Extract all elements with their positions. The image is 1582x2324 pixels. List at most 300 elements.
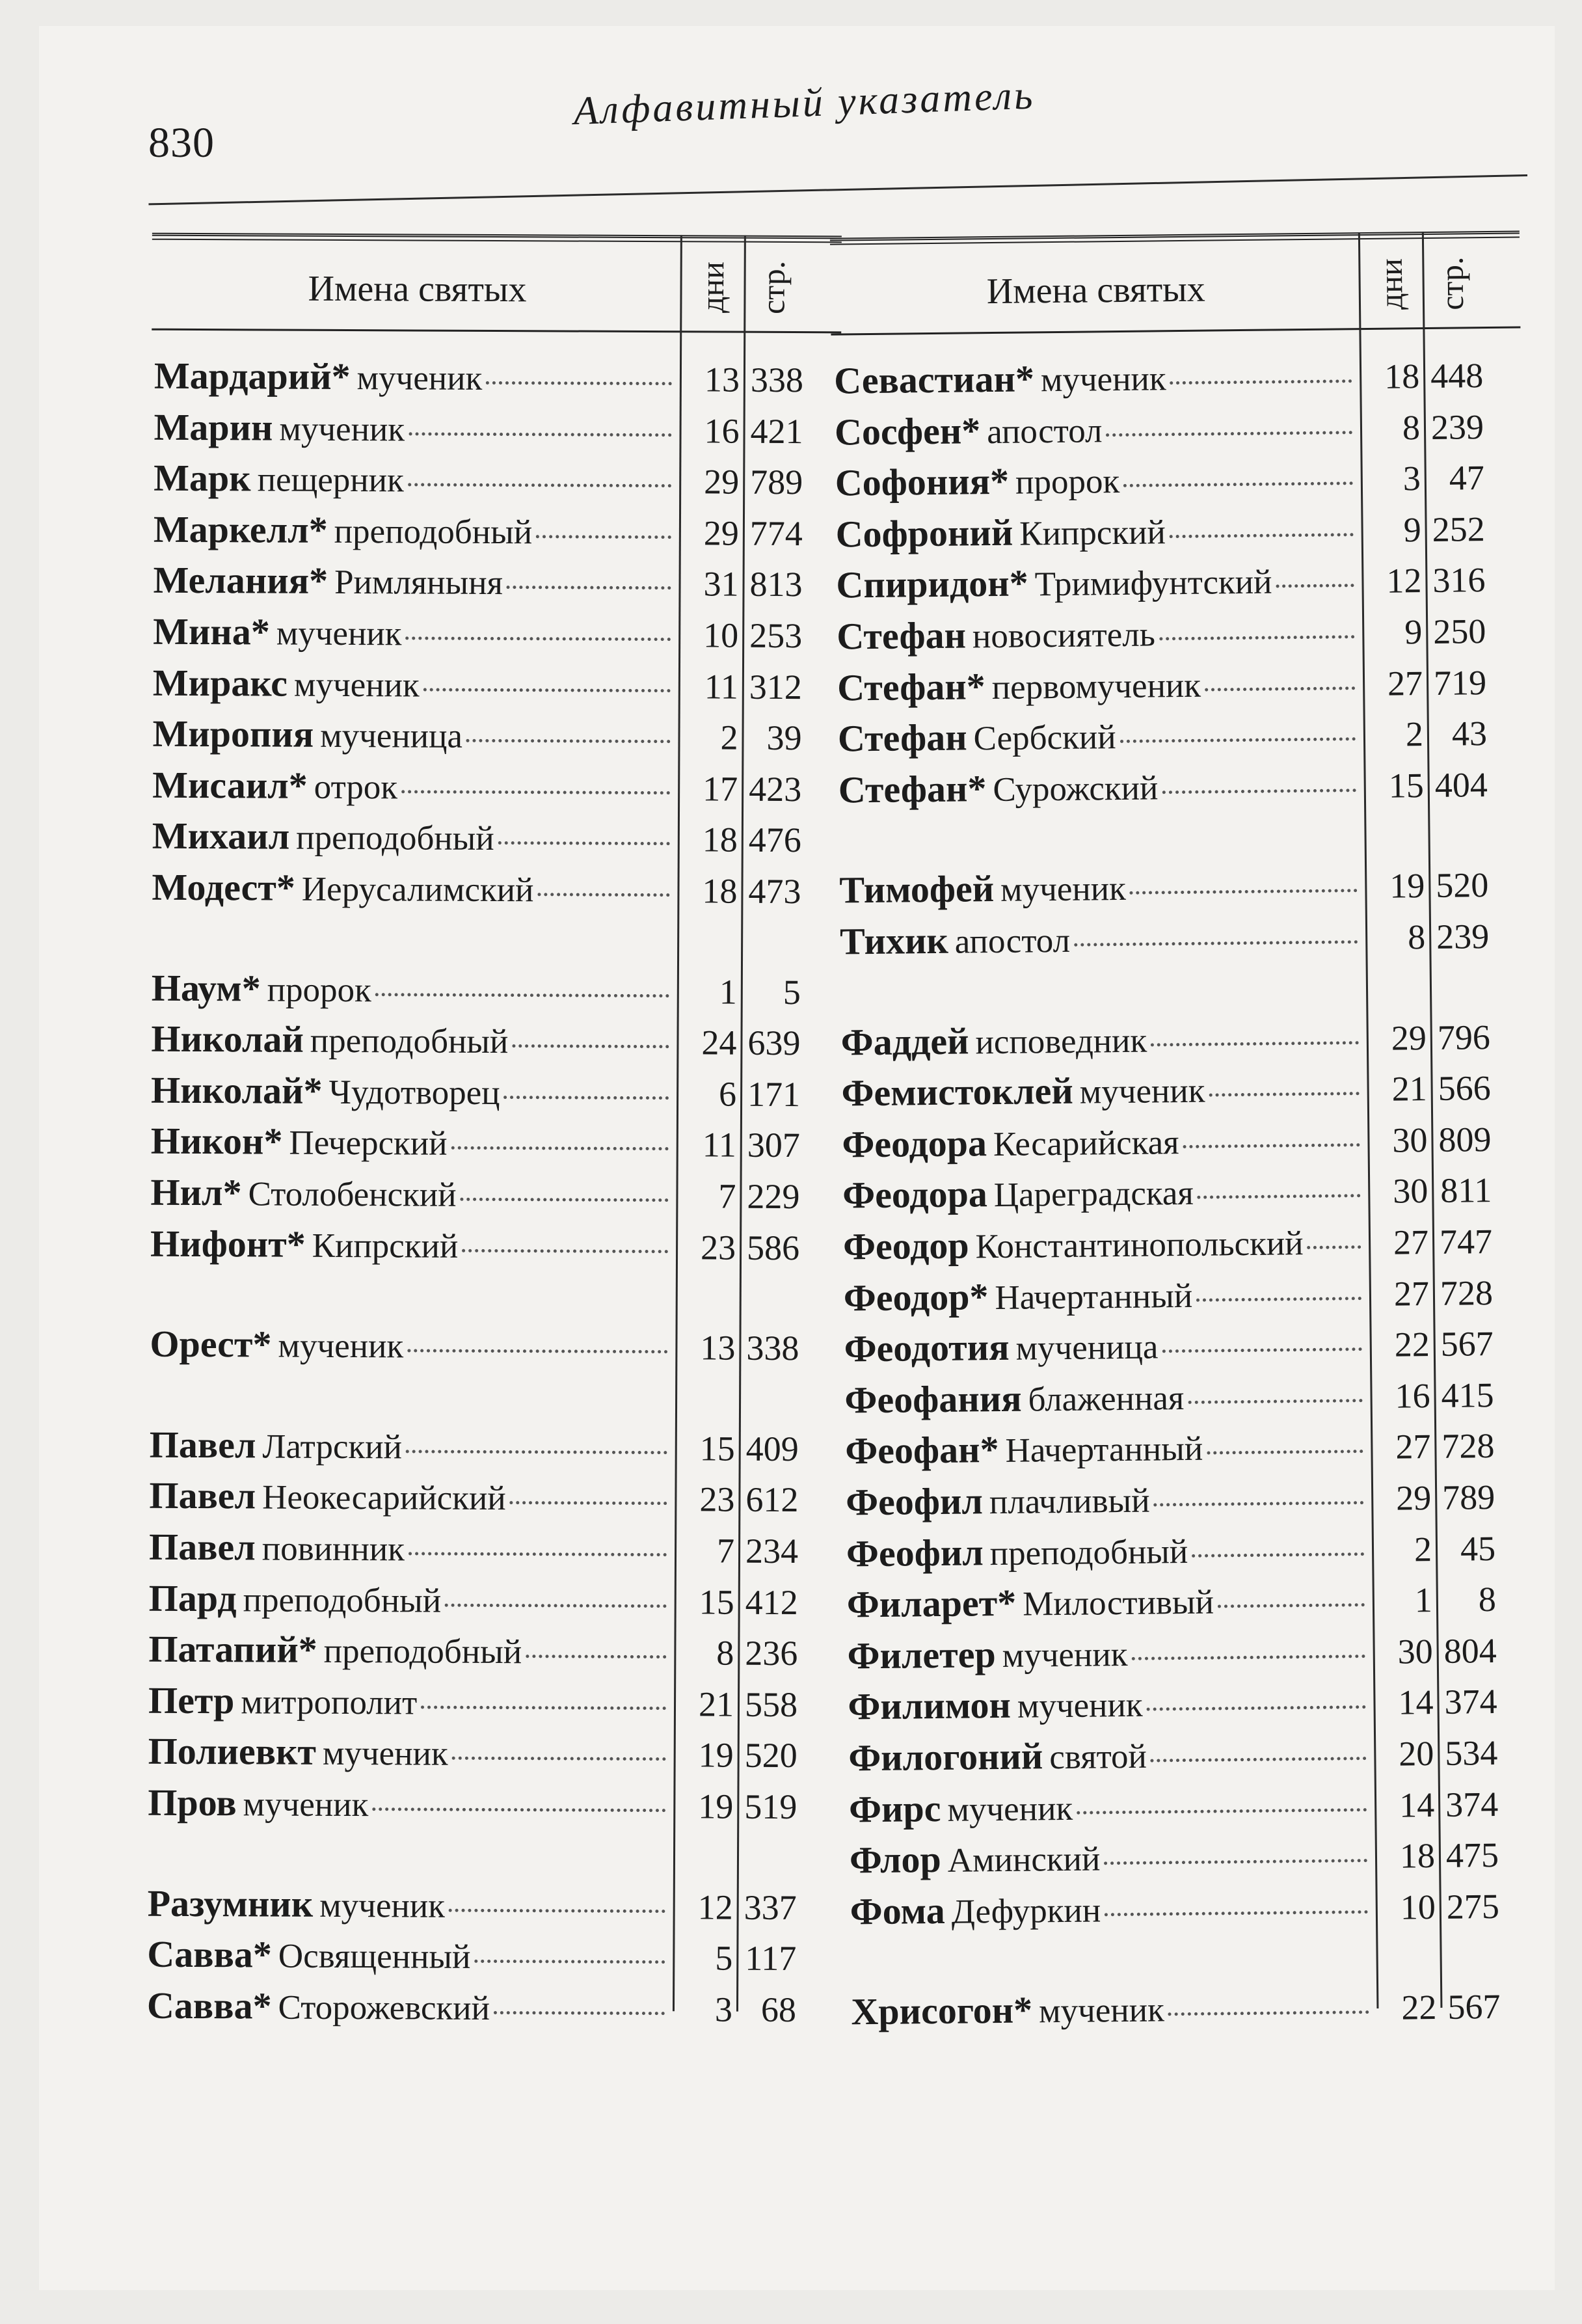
index-row xyxy=(150,551,840,605)
dot-leader xyxy=(401,790,670,794)
index-row xyxy=(847,1824,1537,1882)
saint-epithet: святой xyxy=(1049,1737,1147,1777)
index-row xyxy=(148,1112,838,1166)
saint-epithet: мученик xyxy=(278,1327,404,1366)
entry-name-cell xyxy=(846,1731,1367,1779)
dot-leader xyxy=(1170,379,1352,385)
index-row xyxy=(146,1518,836,1572)
page-value: 534 xyxy=(1445,1733,1498,1773)
index-row xyxy=(842,1364,1532,1422)
days-value: 9 xyxy=(1404,612,1423,652)
entry-name-cell xyxy=(152,354,672,399)
column-header-names: Имена святых xyxy=(986,269,1206,312)
dot-leader xyxy=(449,1908,665,1912)
dot-leader xyxy=(1162,1347,1361,1353)
page-value: 586 xyxy=(746,1228,800,1267)
index-column-left xyxy=(144,213,842,2029)
dot-leader xyxy=(536,535,671,539)
index-row xyxy=(146,1722,835,1776)
saint-epithet: пещерник xyxy=(257,461,404,500)
entry-name-cell xyxy=(844,1577,1365,1626)
entry-name-cell xyxy=(148,1017,669,1062)
index-row xyxy=(148,1163,837,1217)
index-row xyxy=(840,1210,1531,1268)
saint-epithet: пророк xyxy=(1015,463,1120,502)
dot-leader xyxy=(1154,1501,1364,1506)
saint-epithet: Сурожский xyxy=(993,769,1159,809)
index-row xyxy=(147,1415,837,1469)
entry-name-cell xyxy=(150,763,670,808)
days-value: 15 xyxy=(699,1582,734,1622)
days-value: 9 xyxy=(1403,509,1421,550)
dot-leader xyxy=(461,1198,669,1202)
page-value: 337 xyxy=(744,1887,797,1927)
entry-name-cell xyxy=(837,914,1358,963)
dot-leader xyxy=(537,893,669,897)
saint-epithet: преподобный xyxy=(334,512,533,552)
page-value: 374 xyxy=(1444,1682,1497,1722)
saint-epithet: мученик xyxy=(356,359,483,398)
days-value: 29 xyxy=(1391,1018,1427,1058)
table-header xyxy=(830,231,1521,336)
dot-leader xyxy=(1307,1245,1361,1249)
entry-name-cell xyxy=(832,455,1353,504)
saint-epithet: Кесарийская xyxy=(993,1123,1179,1163)
saint-name: Феодор xyxy=(842,1224,969,1268)
index-row xyxy=(844,1517,1534,1575)
page-value: 43 xyxy=(1451,714,1488,753)
index-row xyxy=(834,600,1524,658)
saint-name: Патапий* xyxy=(148,1627,317,1671)
index-row xyxy=(842,1415,1533,1473)
entry-name-cell xyxy=(148,1068,669,1113)
index-row xyxy=(150,602,840,656)
days-value: 10 xyxy=(703,615,739,655)
page-value: 236 xyxy=(745,1633,798,1673)
dot-leader xyxy=(1218,1603,1365,1608)
days-value: 31 xyxy=(703,564,739,604)
entry-name-cell xyxy=(150,712,670,757)
entry-name-cell xyxy=(150,558,671,604)
entry-name-cell xyxy=(148,1170,668,1216)
saint-name: Павел xyxy=(149,1474,256,1517)
page-value: 813 xyxy=(749,565,803,604)
days-value: 19 xyxy=(698,1787,734,1826)
saint-epithet: отрок xyxy=(314,768,398,807)
days-value: 15 xyxy=(1388,765,1425,805)
entry-name-cell xyxy=(840,1219,1361,1268)
page-value: 519 xyxy=(744,1787,798,1827)
saint-epithet: Начертанный xyxy=(1005,1430,1203,1470)
index-row xyxy=(835,753,1525,811)
index-row xyxy=(846,1773,1536,1831)
days-value: 2 xyxy=(1405,714,1424,754)
saint-epithet: мученица xyxy=(320,717,463,755)
dot-leader xyxy=(1183,1143,1360,1148)
days-value: 6 xyxy=(718,1074,737,1114)
saint-name: Нил* xyxy=(150,1170,242,1214)
entry-name-cell xyxy=(150,610,671,655)
page-value: 448 xyxy=(1430,356,1484,396)
index-column-right xyxy=(830,211,1538,2033)
page-value: 796 xyxy=(1437,1017,1491,1057)
column-header-days: дни xyxy=(1372,258,1410,310)
dot-leader xyxy=(1120,737,1356,743)
index-row xyxy=(145,1874,835,1928)
entry-name-cell xyxy=(151,405,671,450)
page-value: 312 xyxy=(749,667,802,707)
entry-name-cell xyxy=(147,1422,667,1468)
saint-epithet: апостол xyxy=(986,411,1103,451)
dot-leader xyxy=(421,1705,666,1710)
page-value: 234 xyxy=(745,1531,799,1571)
index-row xyxy=(144,1976,834,2030)
page-value: 338 xyxy=(746,1328,799,1368)
page-value: 409 xyxy=(745,1429,799,1468)
page-number: 830 xyxy=(148,119,215,167)
index-row xyxy=(148,1061,838,1115)
saint-epithet: мученик xyxy=(276,614,402,653)
days-value: 15 xyxy=(699,1429,735,1468)
entry-name-cell xyxy=(144,1932,665,1978)
saint-name: Фирс xyxy=(848,1787,941,1831)
saint-epithet: Цареградская xyxy=(993,1174,1194,1215)
saint-name: Феофан* xyxy=(845,1428,999,1472)
saint-epithet: мученик xyxy=(322,1735,448,1774)
index-row xyxy=(838,1006,1528,1064)
dot-leader xyxy=(409,1552,667,1556)
saint-name: Павел xyxy=(149,1423,256,1466)
saint-epithet: Аминский xyxy=(947,1840,1101,1880)
dot-leader xyxy=(1104,1859,1367,1865)
saint-epithet: Освященный xyxy=(278,1937,471,1977)
dot-leader xyxy=(494,2011,665,2015)
dot-leader xyxy=(451,1146,669,1150)
dot-leader xyxy=(1074,940,1358,947)
saint-name: Флор xyxy=(849,1838,942,1882)
page-value: 558 xyxy=(744,1684,798,1724)
saint-epithet: митрополит xyxy=(241,1683,418,1722)
dot-leader xyxy=(1188,1399,1362,1404)
entry-name-cell xyxy=(149,865,669,911)
saint-name: Стефан* xyxy=(838,766,987,811)
saint-epithet: Неокесарийский xyxy=(262,1478,506,1518)
saint-name: Фемистоклей xyxy=(841,1069,1074,1115)
saint-epithet: Кипрский xyxy=(1019,513,1166,553)
dot-leader xyxy=(504,1096,669,1100)
dot-leader xyxy=(507,586,671,589)
saint-name: Савва* xyxy=(147,1932,273,1976)
entry-name-cell xyxy=(846,1782,1367,1831)
page-value: 809 xyxy=(1438,1119,1492,1159)
days-value: 27 xyxy=(1393,1223,1429,1262)
page-value: 307 xyxy=(747,1126,800,1165)
saint-epithet: Столобенский xyxy=(248,1175,457,1214)
dot-leader xyxy=(1131,1655,1365,1660)
page-value: 374 xyxy=(1445,1784,1499,1824)
page-value: 473 xyxy=(748,871,801,912)
page-value: 316 xyxy=(1432,560,1486,601)
entry-name-cell xyxy=(835,660,1356,709)
saint-name: Сосфен* xyxy=(834,409,981,453)
days-value: 23 xyxy=(699,1480,735,1520)
saint-name: Феодора xyxy=(842,1172,988,1217)
saint-epithet: апостол xyxy=(954,921,1071,961)
index-row xyxy=(843,1466,1533,1524)
index-row xyxy=(151,449,840,503)
index-row xyxy=(840,1262,1531,1319)
entry-name-cell xyxy=(148,1119,669,1165)
page-value: 415 xyxy=(1441,1375,1494,1415)
dot-leader xyxy=(1205,686,1355,691)
index-row xyxy=(146,1569,836,1623)
days-value: 21 xyxy=(1391,1069,1427,1109)
days-value: 30 xyxy=(1392,1120,1428,1160)
saint-name: Софония* xyxy=(835,459,1010,504)
saint-epithet: Чудотворец xyxy=(328,1073,500,1112)
dot-leader xyxy=(474,1960,665,1964)
index-row xyxy=(146,1620,835,1674)
saint-name: Разумник xyxy=(147,1882,314,1925)
entry-name-cell xyxy=(839,1117,1360,1166)
saint-name: Маркелл* xyxy=(153,507,328,551)
page-value: 5 xyxy=(783,972,801,1012)
page-value: 8 xyxy=(1478,1580,1497,1619)
page-value: 239 xyxy=(1430,407,1484,447)
index-row xyxy=(835,651,1525,709)
index-row xyxy=(840,1159,1530,1217)
dot-leader xyxy=(407,1349,667,1354)
days-value: 17 xyxy=(703,769,738,809)
page-value: 566 xyxy=(1438,1068,1491,1109)
page-value: 338 xyxy=(750,360,804,400)
dot-leader xyxy=(1209,1092,1359,1096)
entry-name-cell xyxy=(847,1884,1368,1933)
days-value: 22 xyxy=(1394,1325,1430,1364)
index-row xyxy=(144,1925,834,1979)
index-row xyxy=(146,1466,836,1520)
saint-epithet: мученик xyxy=(279,410,405,448)
entry-name-cell xyxy=(837,863,1358,912)
saint-epithet: Начертанный xyxy=(995,1277,1193,1317)
saint-epithet: мученик xyxy=(1040,360,1166,399)
saint-name: Тимофей xyxy=(839,867,995,912)
dot-leader xyxy=(486,381,672,385)
page-value: 45 xyxy=(1460,1528,1496,1569)
entry-name-cell xyxy=(835,711,1356,760)
entry-name-cell xyxy=(844,1526,1365,1575)
page-value: 252 xyxy=(1432,509,1485,549)
dot-leader xyxy=(375,993,669,997)
days-value: 29 xyxy=(703,513,740,553)
days-value: 30 xyxy=(1397,1631,1434,1671)
days-value: 19 xyxy=(1389,866,1425,906)
dot-leader xyxy=(1207,1450,1363,1455)
days-value: 3 xyxy=(1402,459,1421,498)
index-row xyxy=(837,854,1527,912)
page-value: 747 xyxy=(1439,1222,1493,1262)
saint-epithet: исповедник xyxy=(975,1021,1147,1061)
saint-epithet: Дефуркин xyxy=(951,1891,1101,1931)
dot-leader xyxy=(1106,431,1352,437)
page-value: 728 xyxy=(1441,1426,1495,1466)
entry-name-cell xyxy=(146,1678,666,1723)
saint-epithet: Кипрский xyxy=(312,1226,459,1265)
days-value: 1 xyxy=(1414,1580,1433,1620)
index-row xyxy=(150,653,840,707)
index-row xyxy=(833,549,1523,607)
saint-name: Пард xyxy=(148,1576,237,1619)
index-row xyxy=(844,1619,1535,1677)
index-row xyxy=(847,1875,1537,1933)
saint-name: Феофил xyxy=(845,1480,984,1524)
days-value: 12 xyxy=(697,1887,733,1927)
index-row xyxy=(848,1976,1538,2034)
days-value: 30 xyxy=(1392,1171,1428,1211)
days-value: 11 xyxy=(702,1125,736,1165)
days-value: 27 xyxy=(1395,1427,1431,1467)
index-row xyxy=(150,705,839,759)
column-header-names: Имена святых xyxy=(308,268,527,310)
saint-name: Феофил xyxy=(846,1530,984,1575)
days-value: 8 xyxy=(1407,917,1426,957)
dot-leader xyxy=(1168,2010,1369,2016)
saint-name: Пров xyxy=(148,1781,237,1824)
saint-epithet: мученик xyxy=(1038,1991,1165,2031)
saint-name: Модест* xyxy=(152,865,295,909)
entry-name-cell xyxy=(838,1066,1360,1115)
entry-name-cell xyxy=(145,1881,665,1926)
saint-name: Мисаил* xyxy=(152,763,308,807)
saint-name: Тихик xyxy=(839,919,949,963)
page-value: 520 xyxy=(1436,865,1489,906)
saint-name: Миракс xyxy=(152,661,288,705)
days-value: 23 xyxy=(700,1227,736,1267)
dot-leader xyxy=(1130,889,1358,895)
page-value: 171 xyxy=(747,1074,801,1114)
page-value: 475 xyxy=(1445,1835,1499,1876)
dot-leader xyxy=(1276,584,1354,588)
days-value: 29 xyxy=(704,462,740,502)
dot-leader xyxy=(512,1044,669,1048)
saint-name: Никон* xyxy=(150,1120,283,1163)
entry-name-cell xyxy=(147,1322,667,1368)
page-value: 612 xyxy=(745,1480,799,1520)
saint-name: Филимон xyxy=(848,1684,1012,1728)
dot-leader xyxy=(1151,1757,1367,1762)
saint-epithet: мученик xyxy=(243,1785,369,1824)
days-value: 21 xyxy=(698,1684,734,1724)
days-value: 27 xyxy=(1393,1273,1430,1314)
days-value: 8 xyxy=(716,1633,734,1673)
page-value: 804 xyxy=(1443,1630,1497,1671)
saint-name: Стефан xyxy=(836,614,967,658)
page-value: 47 xyxy=(1449,458,1485,498)
saint-epithet: новосиятель xyxy=(972,615,1156,656)
entry-name-cell xyxy=(841,1321,1362,1370)
index-row xyxy=(147,1315,837,1369)
dot-leader xyxy=(1170,533,1354,538)
index-row xyxy=(844,1569,1534,1627)
saint-epithet: Печерский xyxy=(289,1124,448,1163)
saint-name: Михаил xyxy=(152,815,290,858)
saint-name: Николай* xyxy=(151,1068,323,1112)
saint-epithet: мученица xyxy=(1015,1328,1159,1368)
page-value: 639 xyxy=(747,1023,801,1063)
saint-name: Мина* xyxy=(153,610,270,653)
index-row xyxy=(846,1722,1536,1779)
days-value: 18 xyxy=(1399,1836,1436,1876)
page-value: 421 xyxy=(750,411,803,451)
days-value: 14 xyxy=(1399,1785,1435,1825)
days-value: 7 xyxy=(718,1176,736,1216)
index-row xyxy=(838,1057,1529,1115)
page-value: 229 xyxy=(747,1176,800,1217)
page-value: 567 xyxy=(1447,1987,1501,2027)
dot-leader xyxy=(1198,1195,1361,1200)
saint-epithet: мученик xyxy=(1079,1072,1205,1111)
dot-leader xyxy=(409,432,671,437)
index-row xyxy=(151,500,840,554)
index-row xyxy=(837,905,1527,963)
days-value: 19 xyxy=(698,1735,734,1776)
saint-epithet: первомученик xyxy=(991,666,1201,707)
page-value: 520 xyxy=(744,1736,798,1776)
index-row xyxy=(845,1671,1535,1729)
saint-name: Николай xyxy=(151,1017,304,1061)
entry-name-cell xyxy=(833,507,1354,556)
dot-leader xyxy=(1105,1910,1368,1916)
index-row xyxy=(148,1010,838,1064)
days-value: 16 xyxy=(1395,1375,1430,1416)
days-value: 2 xyxy=(1414,1529,1432,1569)
index-row xyxy=(148,1214,837,1268)
days-value: 13 xyxy=(704,360,740,399)
page-value: 250 xyxy=(1432,612,1486,651)
saint-epithet: пророк xyxy=(267,971,371,1009)
index-row xyxy=(841,1313,1531,1371)
saint-name: Орест* xyxy=(150,1322,272,1366)
entry-name-cell xyxy=(848,1984,1369,2033)
saint-name: Нифонт* xyxy=(150,1222,306,1265)
page-value: 774 xyxy=(749,513,803,553)
index-row xyxy=(833,498,1523,556)
saint-name: Филетер xyxy=(847,1632,997,1677)
saint-epithet: Константинопольский xyxy=(975,1224,1304,1266)
index-row xyxy=(832,447,1522,505)
days-value: 29 xyxy=(1395,1478,1432,1518)
saint-epithet: плачливый xyxy=(989,1481,1150,1522)
dot-leader xyxy=(405,636,671,641)
page-value: 253 xyxy=(749,615,803,656)
entry-name-cell xyxy=(838,1015,1359,1064)
dot-leader xyxy=(510,1502,667,1506)
saint-name: Фома xyxy=(850,1889,945,1933)
saint-name: Феодор* xyxy=(843,1275,989,1319)
days-value: 18 xyxy=(1384,357,1420,396)
index-row xyxy=(831,345,1522,403)
saint-name: Хрисогон* xyxy=(851,1988,1033,2033)
dot-leader xyxy=(1192,1552,1364,1558)
dot-leader xyxy=(1151,1041,1359,1046)
dot-leader xyxy=(1077,1808,1367,1815)
days-value: 18 xyxy=(702,871,738,911)
entry-name-cell xyxy=(843,1475,1364,1524)
dot-leader xyxy=(1159,635,1354,640)
days-value: 14 xyxy=(1398,1682,1434,1722)
saint-name: Павел xyxy=(148,1525,256,1569)
dot-leader xyxy=(526,1655,666,1658)
